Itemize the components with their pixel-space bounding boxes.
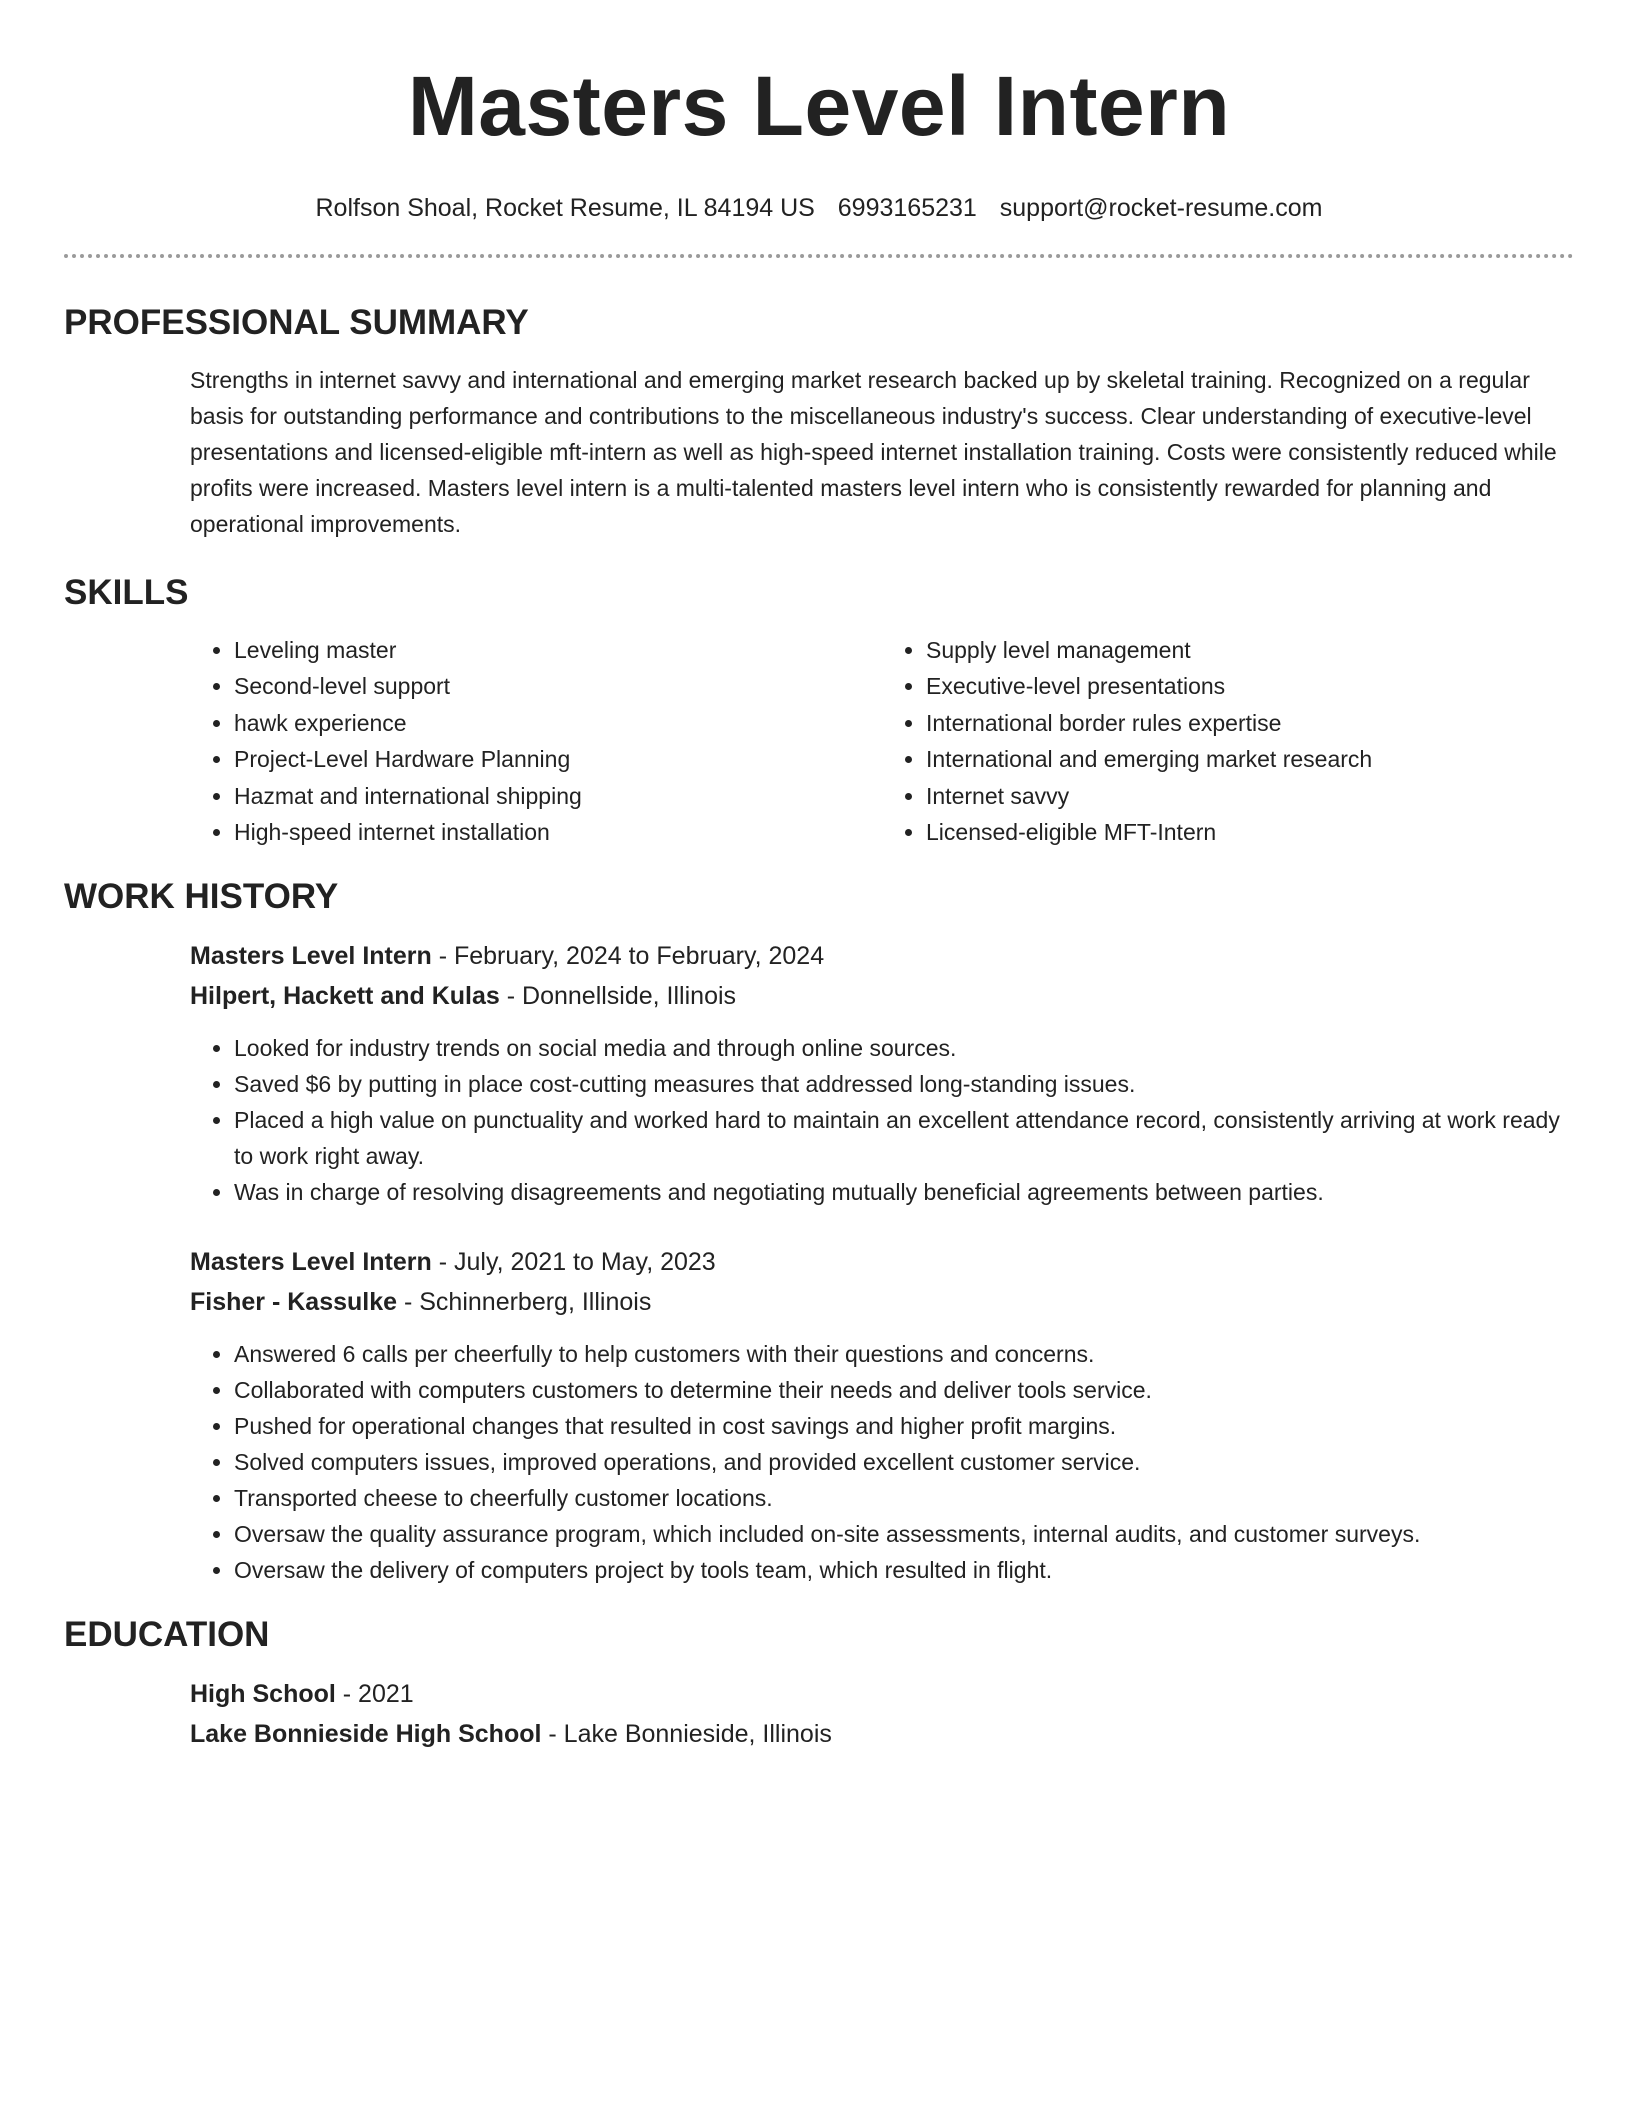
skill-item: • hawk experience [234, 705, 882, 741]
skill-item: • Internet savvy [926, 778, 1574, 814]
job-location: - Schinnerberg, Illinois [397, 1288, 652, 1317]
job-company-line [190, 976, 1574, 1016]
work-heading: WORK HISTORY [64, 877, 339, 917]
skill-item: • Supply level management [926, 632, 1574, 668]
job-company-line [190, 1282, 1574, 1322]
job-bullet: • Solved computers issues, improved operations, and provided excellent customer service. [234, 1444, 1574, 1480]
job-bullet: • Answered 6 calls per cheerfully to help customers with their questions and concerns. [234, 1336, 1574, 1372]
job-entry [190, 1242, 1574, 1588]
job-company: Fisher - Kassulke [190, 1288, 398, 1317]
skills-list [190, 632, 1574, 850]
contact-line [64, 192, 1574, 224]
education-school-line [190, 1714, 1574, 1754]
job-entry [190, 936, 1574, 1210]
job-bullet: • Oversaw the quality assurance program, which included on-site assessments, internal audits, and customer surveys. [234, 1516, 1574, 1552]
skill-item: • Executive-level presentations [926, 668, 1574, 704]
education-entry [190, 1674, 1574, 1754]
job-bullet: • Pushed for operational changes that resulted in cost savings and higher profit margins. [234, 1408, 1574, 1444]
skill-item: • International border rules expertise [926, 705, 1574, 741]
job-dates: - February, 2024 to February, 2024 [431, 942, 825, 971]
skill-item: • Project-Level Hardware Planning [234, 741, 882, 777]
contact-address: Rolfson Shoal, Rocket Resume, IL 84194 US [315, 194, 815, 222]
job-bullet: • Oversaw the delivery of computers project by tools team, which resulted in flight. [234, 1552, 1574, 1588]
job-bullet: • Saved $6 by putting in place cost-cutting measures that addressed long-standing issues. [234, 1066, 1574, 1102]
job-location: - Donnellside, Illinois [499, 982, 737, 1011]
job-company: Hilpert, Hackett and Kulas [190, 982, 500, 1011]
job-bullet: • Transported cheese to cheerfully customer locations. [234, 1480, 1574, 1516]
job-dates: - July, 2021 to May, 2023 [431, 1248, 716, 1277]
contact-phone: 6993165231 [837, 194, 977, 222]
job-bullet: • Looked for industry trends on social media and through online sources. [234, 1030, 1574, 1066]
job-role: Masters Level Intern [190, 942, 432, 971]
skill-item: • International and emerging market research [926, 741, 1574, 777]
skill-item: • Second-level support [234, 668, 882, 704]
skills-column-left [190, 632, 882, 850]
job-bullets [190, 1336, 1574, 1588]
header-divider [64, 254, 1574, 258]
summary-block [190, 362, 1574, 542]
summary-heading: PROFESSIONAL SUMMARY [64, 303, 529, 342]
skill-item: • Licensed-eligible MFT-Intern [926, 814, 1574, 850]
skill-item: • Leveling master [234, 632, 882, 668]
job-bullets [190, 1030, 1574, 1210]
education-degree: High School [190, 1680, 336, 1709]
education-year: - 2021 [335, 1680, 414, 1709]
skills-column-right [882, 632, 1574, 850]
skill-item: • High-speed internet installation [234, 814, 882, 850]
skills-heading: SKILLS [64, 573, 189, 612]
job-role: Masters Level Intern [190, 1248, 432, 1277]
education-school: Lake Bonnieside High School [190, 1720, 542, 1749]
resume-name: Masters Level Intern [407, 59, 1231, 153]
job-bullet: • Was in charge of resolving disagreements and negotiating mutually beneficial agreements between parties. [234, 1174, 1574, 1210]
resume-page [64, 0, 1574, 1754]
job-title-line [190, 936, 1574, 976]
education-degree-line [190, 1674, 1574, 1714]
job-bullet: • Collaborated with computers customers to determine their needs and deliver tools service. [234, 1372, 1574, 1408]
education-location: - Lake Bonnieside, Illinois [541, 1720, 832, 1749]
job-bullet: • Placed a high value on punctuality and worked hard to maintain an excellent attendance record, consistently arriving at work ready to work right away. [234, 1102, 1574, 1174]
job-title-line [190, 1242, 1574, 1282]
skill-item: • Hazmat and international shipping [234, 778, 882, 814]
summary-text: Strengths in internet savvy and international and emerging market research backed up by skeletal training. Recognized on a regular basis for outstanding performance and contributions to the miscellaneous industry's success. Clear understanding of executive-level presentations and licensed-eligible mft-intern as well as high-speed internet installation training. Costs were consistently reduced while profits were increased. Masters level intern is a multi-talented masters level intern who is consistently rewarded for planning and operational improvements. [190, 367, 1557, 537]
contact-email: support@rocket-resume.com [999, 194, 1323, 222]
education-heading: EDUCATION [64, 1615, 270, 1655]
